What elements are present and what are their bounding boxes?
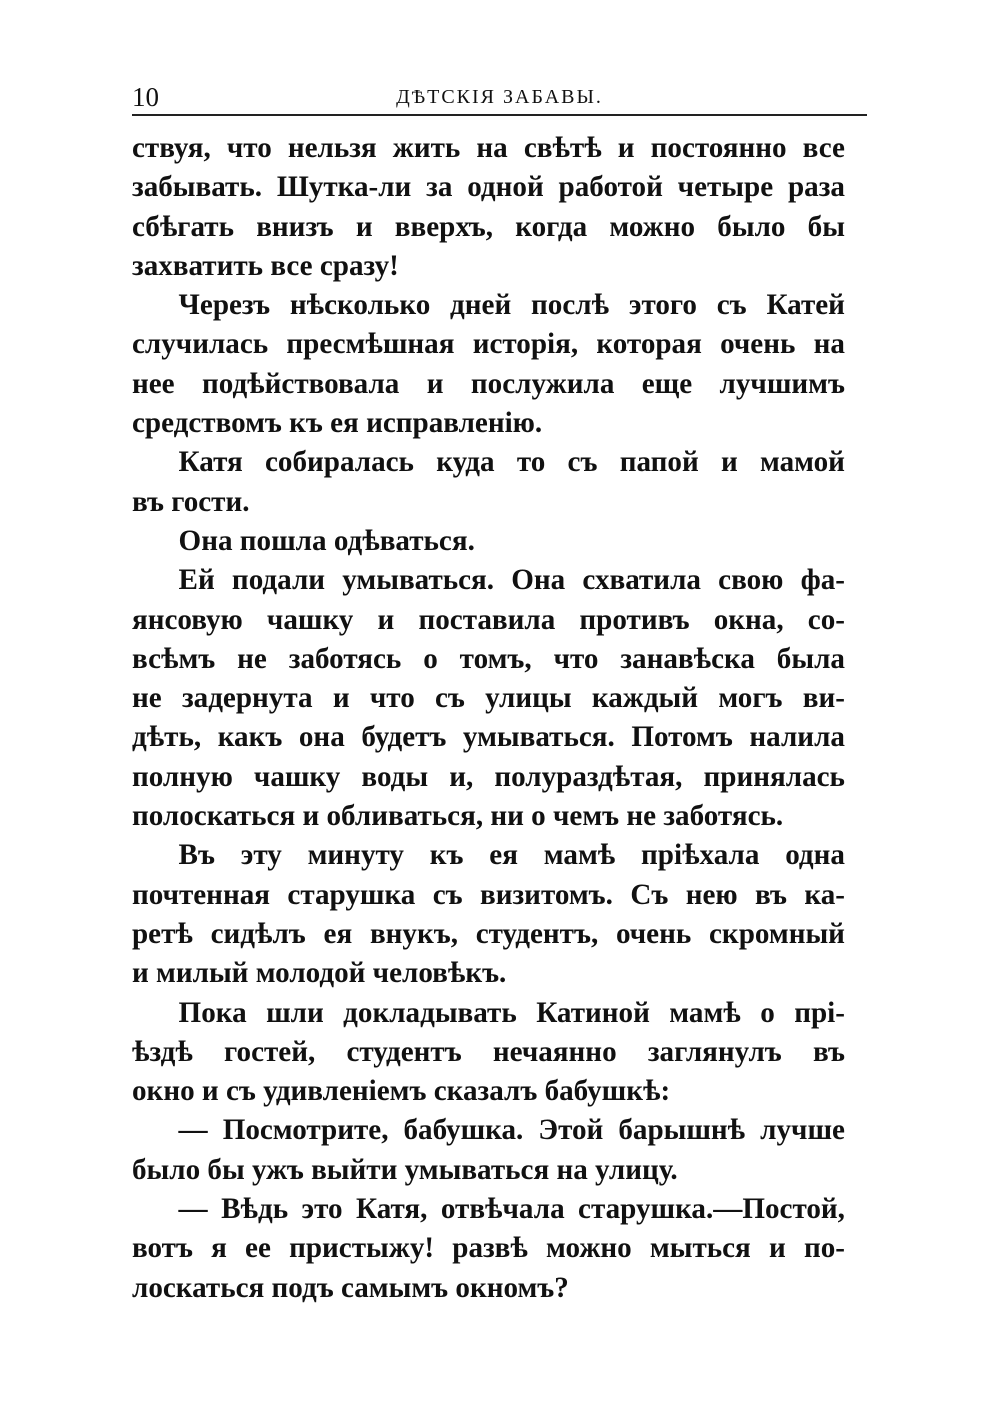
text-line: въ гости. bbox=[132, 484, 250, 518]
text-line: дѣть, какъ она будетъ умываться. Потомъ налила bbox=[132, 720, 845, 754]
text-line: и милый молодой человѣкъ. bbox=[132, 956, 507, 990]
text-line: всѣмъ не заботясь о томъ, что занавѣска была bbox=[132, 641, 845, 675]
page-number: 10 bbox=[132, 82, 159, 112]
page-header bbox=[132, 82, 867, 112]
page-body bbox=[132, 128, 867, 1307]
text-line: Въ эту минуту къ ея мамѣ пріѣхала одна bbox=[178, 838, 845, 872]
text-line: янсовую чашку и поставила противъ окна, со- bbox=[132, 602, 845, 636]
text-line: лоскаться подъ самымъ окномъ? bbox=[132, 1270, 569, 1304]
text-line: почтенная старушка съ визитомъ. Съ нею въ ка- bbox=[132, 877, 845, 911]
text-line: сбѣгать внизъ и вверхъ, когда можно было бы bbox=[132, 209, 845, 243]
text-line: — Вѣдь это Катя, отвѣчала старушка.—Постой, bbox=[178, 1192, 845, 1226]
text-line: забывать. Шутка-ли за одной работой четыре раза bbox=[132, 170, 845, 204]
text-line: полную чашку воды и, полураздѣтая, принялась bbox=[132, 759, 845, 793]
paragraph bbox=[132, 442, 867, 521]
text-line: случилась пресмѣшная исторія, которая очень на bbox=[132, 327, 845, 361]
text-line: ствуя, что нельзя жить на свѣтѣ и постоянно все bbox=[132, 131, 845, 164]
text-line: было бы ужъ выйти умываться на улицу. bbox=[132, 1152, 678, 1186]
text-line: Черезъ нѣсколько дней послѣ этого съ Катей bbox=[178, 288, 845, 322]
text-line: Катя собиралась куда то съ папой и мамой bbox=[178, 445, 845, 479]
paragraph bbox=[132, 993, 867, 1111]
header-rule bbox=[132, 114, 867, 116]
paragraph bbox=[132, 521, 867, 560]
paragraph bbox=[132, 1189, 867, 1307]
paragraph bbox=[132, 1110, 867, 1189]
text-line: Пока шли докладывать Катиной мамѣ о прі- bbox=[178, 995, 845, 1029]
text-line: Ей подали умываться. Она схватила свою фа- bbox=[178, 563, 845, 597]
text-line: полоскаться и обливаться, ни о чемъ не заботясь. bbox=[132, 799, 784, 833]
paragraph bbox=[132, 128, 867, 285]
text-line: Она пошла одѣваться. bbox=[178, 523, 475, 557]
text-line: ретѣ сидѣлъ ея внукъ, студентъ, очень скромный bbox=[132, 916, 845, 950]
text-line: окно и съ удивленіемъ сказалъ бабушкѣ: bbox=[132, 1074, 671, 1108]
paragraph bbox=[132, 560, 867, 835]
text-line: средствомъ къ ея исправленію. bbox=[132, 406, 543, 440]
text-line: нее подѣйствовала и послужила еще лучшимъ bbox=[132, 366, 845, 400]
text-line: ѣздѣ гостей, студентъ нечаянно заглянулъ въ bbox=[132, 1034, 845, 1068]
text-line: не задернута и что съ улицы каждый могъ ви- bbox=[132, 681, 845, 715]
running-title: ДѢТСКІЯ ЗАБАВЫ. bbox=[396, 86, 603, 108]
text-line: захватить все сразу! bbox=[132, 248, 399, 282]
paragraph bbox=[132, 285, 867, 442]
text-line: вотъ я ее пристыжу! развѣ можно мыться и по- bbox=[132, 1231, 845, 1265]
text-line: — Посмотрите, бабушка. Этой барышнѣ лучше bbox=[178, 1113, 845, 1147]
paragraph bbox=[132, 835, 867, 992]
